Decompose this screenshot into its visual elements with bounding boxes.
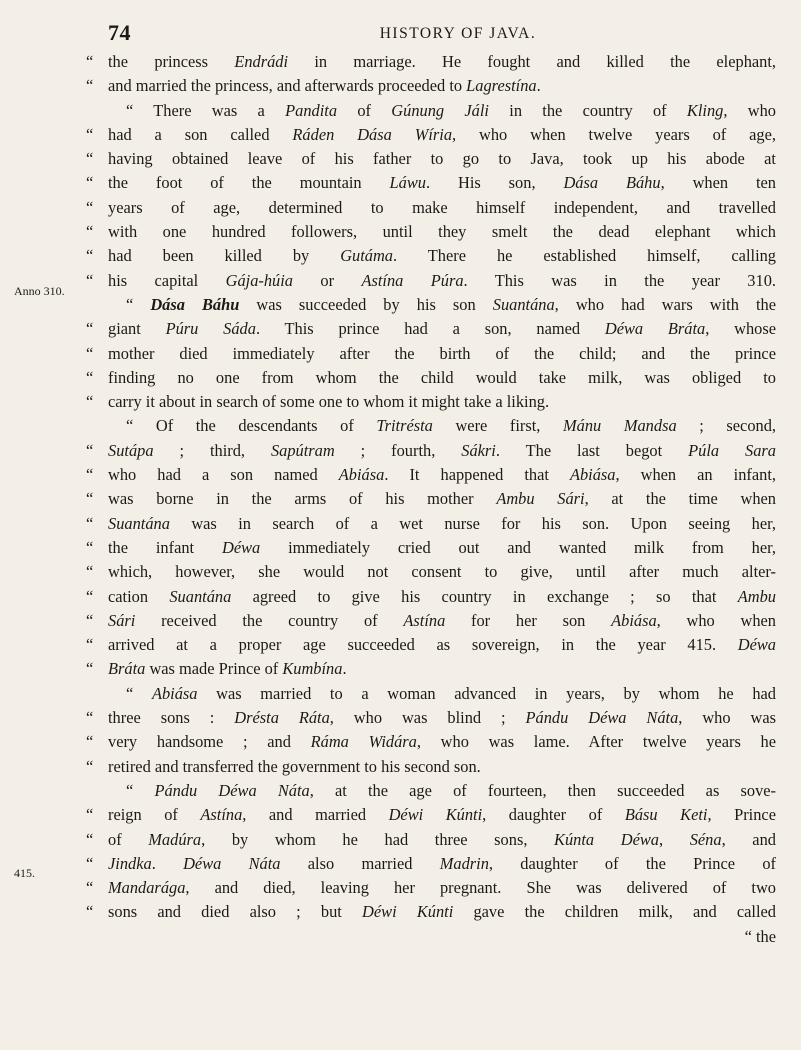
text-line xyxy=(86,876,776,900)
line-text: his capital Gája-húia or Astína Púra. This was in the year 310. xyxy=(108,270,776,290)
line-text: the infant Déwa immediately cried out and wanted milk from her, xyxy=(108,537,777,557)
line-text: Sutápa ; third, Sapútram ; fourth, Sákri. The last begot Púla Sara xyxy=(108,440,776,460)
line-text: and married the princess, and afterwards proceeded to Lagrestína. xyxy=(108,76,541,96)
text-line xyxy=(86,560,776,584)
text-line xyxy=(86,803,776,827)
text-line xyxy=(86,682,776,706)
quote-mark: “ xyxy=(86,367,94,387)
margin-note-415: 415. xyxy=(14,866,35,880)
line-text: finding no one from whom the child would take milk, was obliged to xyxy=(108,367,776,387)
quote-mark: “ xyxy=(86,537,94,557)
quote-mark: “ xyxy=(86,829,94,849)
quote-mark: “ xyxy=(86,610,94,630)
text-line xyxy=(86,439,776,463)
text-line xyxy=(86,171,776,195)
line-text: had been killed by Gutáma. There he established himself, calling xyxy=(108,246,777,266)
quote-mark: “ xyxy=(86,853,94,873)
text-line xyxy=(86,852,776,876)
quote-mark: “ xyxy=(86,52,94,71)
text-line xyxy=(86,196,776,220)
text-line xyxy=(86,900,776,924)
quote-mark: “ xyxy=(86,222,94,242)
line-text: Jindka. Déwa Náta also married Madrin, daughter of the Prince of xyxy=(108,853,776,873)
line-text: having obtained leave of his father to go to Java, took up his abode at xyxy=(108,149,776,169)
text-line xyxy=(86,390,776,414)
line-text: cation Suantána agreed to give his country in exchange ; so that Ambu xyxy=(108,586,776,606)
line-text: Mandarága, and died, leaving her pregnant. She was delivered of two xyxy=(108,878,776,898)
text-line xyxy=(86,342,776,366)
line-text: reign of Astína, and married Déwi Kúnti, daughter of Básu Keti, Prince xyxy=(108,805,776,825)
text-line xyxy=(86,293,776,317)
text-line xyxy=(86,828,776,852)
line-text: “ Dása Báhu was succeeded by his son Suantána, who had wars with the xyxy=(126,294,777,314)
quote-mark: “ xyxy=(86,635,94,655)
quote-mark: “ xyxy=(86,708,94,728)
text-line xyxy=(86,366,776,390)
text-line xyxy=(86,220,776,244)
quote-mark: “ xyxy=(86,513,94,533)
line-text: very handsome ; and Ráma Widára, who was lame. After twelve years he xyxy=(108,732,776,752)
line-text: Suantána was in search of a wet nurse for his son. Upon seeing her, xyxy=(108,513,776,533)
text-line xyxy=(86,633,776,657)
quote-mark: “ xyxy=(86,392,94,412)
quote-mark: “ xyxy=(86,878,94,898)
text-line xyxy=(86,585,776,609)
text-line xyxy=(86,74,776,98)
text-line xyxy=(86,925,776,949)
line-text: arrived at a proper age succeeded as sovereign, in the year 415. Déwa xyxy=(108,635,776,655)
text-line xyxy=(86,147,776,171)
line-text: had a son called Ráden Dása Wíria, who when twelve years of age, xyxy=(108,124,776,144)
line-text: years of age, determined to make himself independent, and travelled xyxy=(108,197,776,217)
line-text: “ Pándu Déwa Náta, at the age of fourteen, then succeeded as sove- xyxy=(126,780,776,800)
quote-mark: “ xyxy=(86,149,94,169)
quote-mark: “ xyxy=(86,343,94,363)
running-head: HISTORY OF JAVA. xyxy=(379,25,537,42)
quote-mark: “ xyxy=(86,489,94,509)
line-text: “ Of the descendants of Tritrésta were first, Mánu Mandsa ; second, xyxy=(126,416,777,436)
line-text: giant Púru Sáda. This prince had a son, named Déwa Bráta, whose xyxy=(108,319,777,339)
line-text: three sons : Drésta Ráta, who was blind ; Pándu Déwa Náta, who was xyxy=(108,708,776,728)
line-text: which, however, she would not consent to give, until after much alter- xyxy=(108,562,776,582)
text-line xyxy=(86,730,776,754)
quote-mark: “ xyxy=(86,465,94,485)
quote-mark: “ xyxy=(86,440,94,460)
line-text: who had a son named Abiása. It happened that Abiása, when an infant, xyxy=(108,465,776,485)
body-text xyxy=(86,50,776,949)
quote-mark: “ xyxy=(86,270,94,290)
line-text: “ There was a Pandita of Gúnung Jáli in the country of Kling, who xyxy=(126,100,776,120)
quote-mark: “ xyxy=(86,124,94,144)
text-line xyxy=(86,244,776,268)
text-line xyxy=(86,755,776,779)
line-text: retired and transferred the government to his second son. xyxy=(108,756,481,776)
quote-mark: “ xyxy=(86,756,94,776)
text-line xyxy=(86,50,776,74)
text-line xyxy=(86,317,776,341)
quote-mark: “ xyxy=(86,319,94,339)
line-text: of Madúra, by whom he had three sons, Kúnta Déwa, Séna, and xyxy=(108,829,776,849)
margin-note-anno-310: Anno 310. xyxy=(14,284,65,298)
quote-mark: “ xyxy=(86,246,94,266)
text-line xyxy=(86,536,776,560)
line-text: the foot of the mountain Láwu. His son, Dása Báhu, when ten xyxy=(108,173,776,193)
quote-mark: “ xyxy=(86,586,94,606)
text-line xyxy=(86,123,776,147)
line-text: was borne in the arms of his mother Ambu Sári, at the time when xyxy=(108,489,777,509)
line-text: with one hundred followers, until they smelt the dead elephant which xyxy=(108,222,776,242)
quote-mark: “ xyxy=(86,197,94,217)
quote-mark: “ xyxy=(86,76,94,96)
quote-mark: “ xyxy=(86,805,94,825)
text-line xyxy=(86,269,776,293)
text-line xyxy=(86,512,776,536)
text-line xyxy=(86,414,776,438)
quote-mark: “ xyxy=(86,659,94,679)
line-text: Bráta was made Prince of Kumbína. xyxy=(108,659,347,679)
text-line xyxy=(86,463,776,487)
page-number: 74 xyxy=(108,20,131,45)
page-header xyxy=(108,20,768,48)
quote-mark: “ xyxy=(86,732,94,752)
quote-mark: “ xyxy=(86,562,94,582)
line-text: the princess Endrádi in marriage. He fought and killed the elephant, xyxy=(108,52,777,71)
text-line xyxy=(86,706,776,730)
line-text: “ the xyxy=(744,926,776,946)
quote-mark: “ xyxy=(86,902,94,922)
text-line xyxy=(86,487,776,511)
text-line xyxy=(86,99,776,123)
line-text: “ Abiása was married to a woman advanced in years, by whom he had xyxy=(126,683,777,703)
line-text: carry it about in search of some one to whom it might take a liking. xyxy=(108,392,550,412)
line-text: mother died immediately after the birth of the child; and the prince xyxy=(108,343,776,363)
text-line xyxy=(86,779,776,803)
text-line xyxy=(86,657,776,681)
line-text: sons and died also ; but Déwi Kúnti gave the children milk, and called xyxy=(108,902,776,922)
line-text: Sári received the country of Astína for her son Abiása, who when xyxy=(108,610,776,630)
quote-mark: “ xyxy=(86,173,94,193)
text-line xyxy=(86,609,776,633)
